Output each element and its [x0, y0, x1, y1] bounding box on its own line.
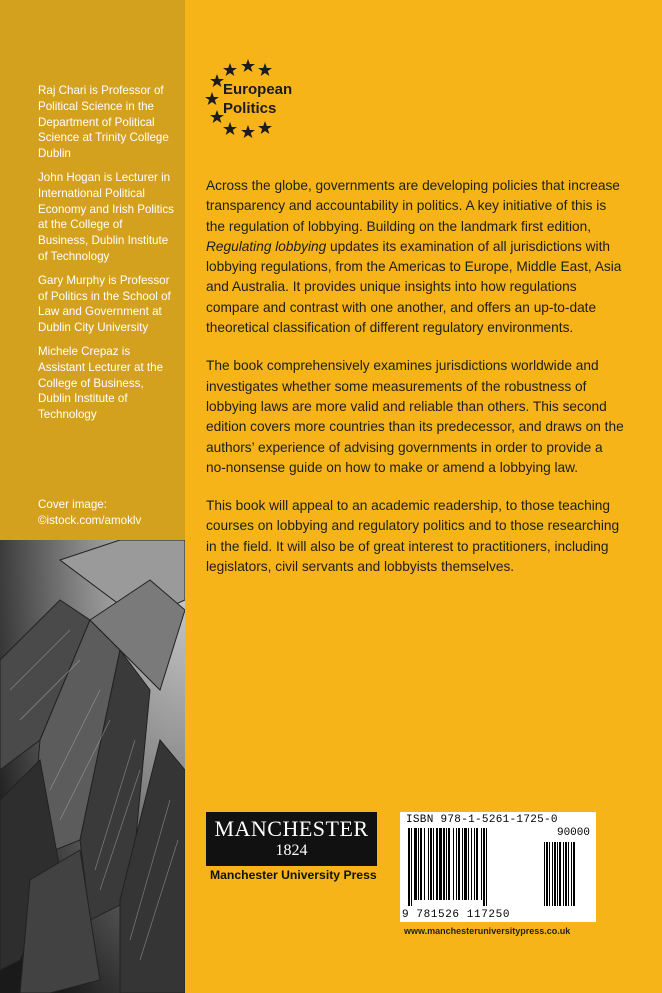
blurb-text: updates its examination of all jurisdictions with lobbying regulations, from the Americas to Europe, Middle East, Asia and Australia. It provides unique insights into how regulations compare and contrast with one another, and offers an up-to-date theoretical classification of different regulatory environments.	[206, 238, 622, 336]
series-logo-line2: Politics	[223, 100, 277, 117]
publisher-website: www.manchesteruniversitypress.co.uk	[404, 926, 571, 936]
blurb-paragraph-3: This book will appeal to an academic readership, to those teaching courses on lobbying and regulatory politics and to those researching in the field. It will also be of great interest to practitioners, including legislators, civil servants and lobbyists themselves.	[206, 498, 620, 575]
cover-credit-source: ©istock.com/amoklv	[38, 513, 142, 527]
isbn-text: ISBN 978-1-5261-1725-0	[406, 814, 558, 826]
city-photo	[0, 540, 185, 993]
publisher-logo-year: 1824	[275, 842, 308, 859]
blurb-paragraph-2: The book comprehensively examines jurisdictions worldwide and investigates whether some measurements of the robustness of lobbying laws are more valid and reliable than others. This second edition covers more countries than its predecessor, and draws on the authors’ experience of advising governments in order to provide a no-nonsense guide on how to make or amend a lobbying law.	[206, 358, 624, 475]
barcode-addon-digits: 90000	[556, 827, 590, 839]
author-bio: John Hogan is Lecturer in International Political Economy and Irish Politics at the College of Business, Dublin Institute of Technology	[38, 170, 174, 263]
author-bio: Michele Crepaz is Assistant Lecturer at the College of Business, Dublin Institute of Technology	[38, 344, 164, 422]
blurb-paragraph-1	[206, 176, 626, 338]
book-title-italic: Regulating lobbying	[206, 238, 327, 254]
cover-credit-label: Cover image:	[38, 498, 107, 511]
barcode-digits: 9 781526 117250	[402, 909, 511, 921]
author-bios	[0, 83, 174, 431]
blurb-text: Across the globe, governments are developing policies that increase transparency and accountability in politics. A key initiative of this is the regulation of lobbying. Building on the landmark first edition,	[206, 178, 620, 234]
author-sidebar	[0, 0, 185, 540]
isbn-barcode	[400, 812, 596, 922]
publisher-logo	[206, 812, 377, 866]
series-logo-line1: European	[223, 81, 293, 98]
publisher-logo-name: MANCHESTER	[214, 816, 369, 841]
author-bio: Gary Murphy is Professor of Politics in the School of Law and Government at Dublin City University	[38, 273, 171, 335]
publisher-name: Manchester University Press	[210, 868, 377, 882]
author-bio: Raj Chari is Professor of Political Science in the Department of Political Science at Trinity College Dublin	[38, 84, 169, 161]
blurb	[206, 176, 626, 595]
cover-image-credit	[38, 497, 178, 529]
barcode-icon	[406, 828, 590, 908]
series-logo-text	[223, 80, 292, 118]
